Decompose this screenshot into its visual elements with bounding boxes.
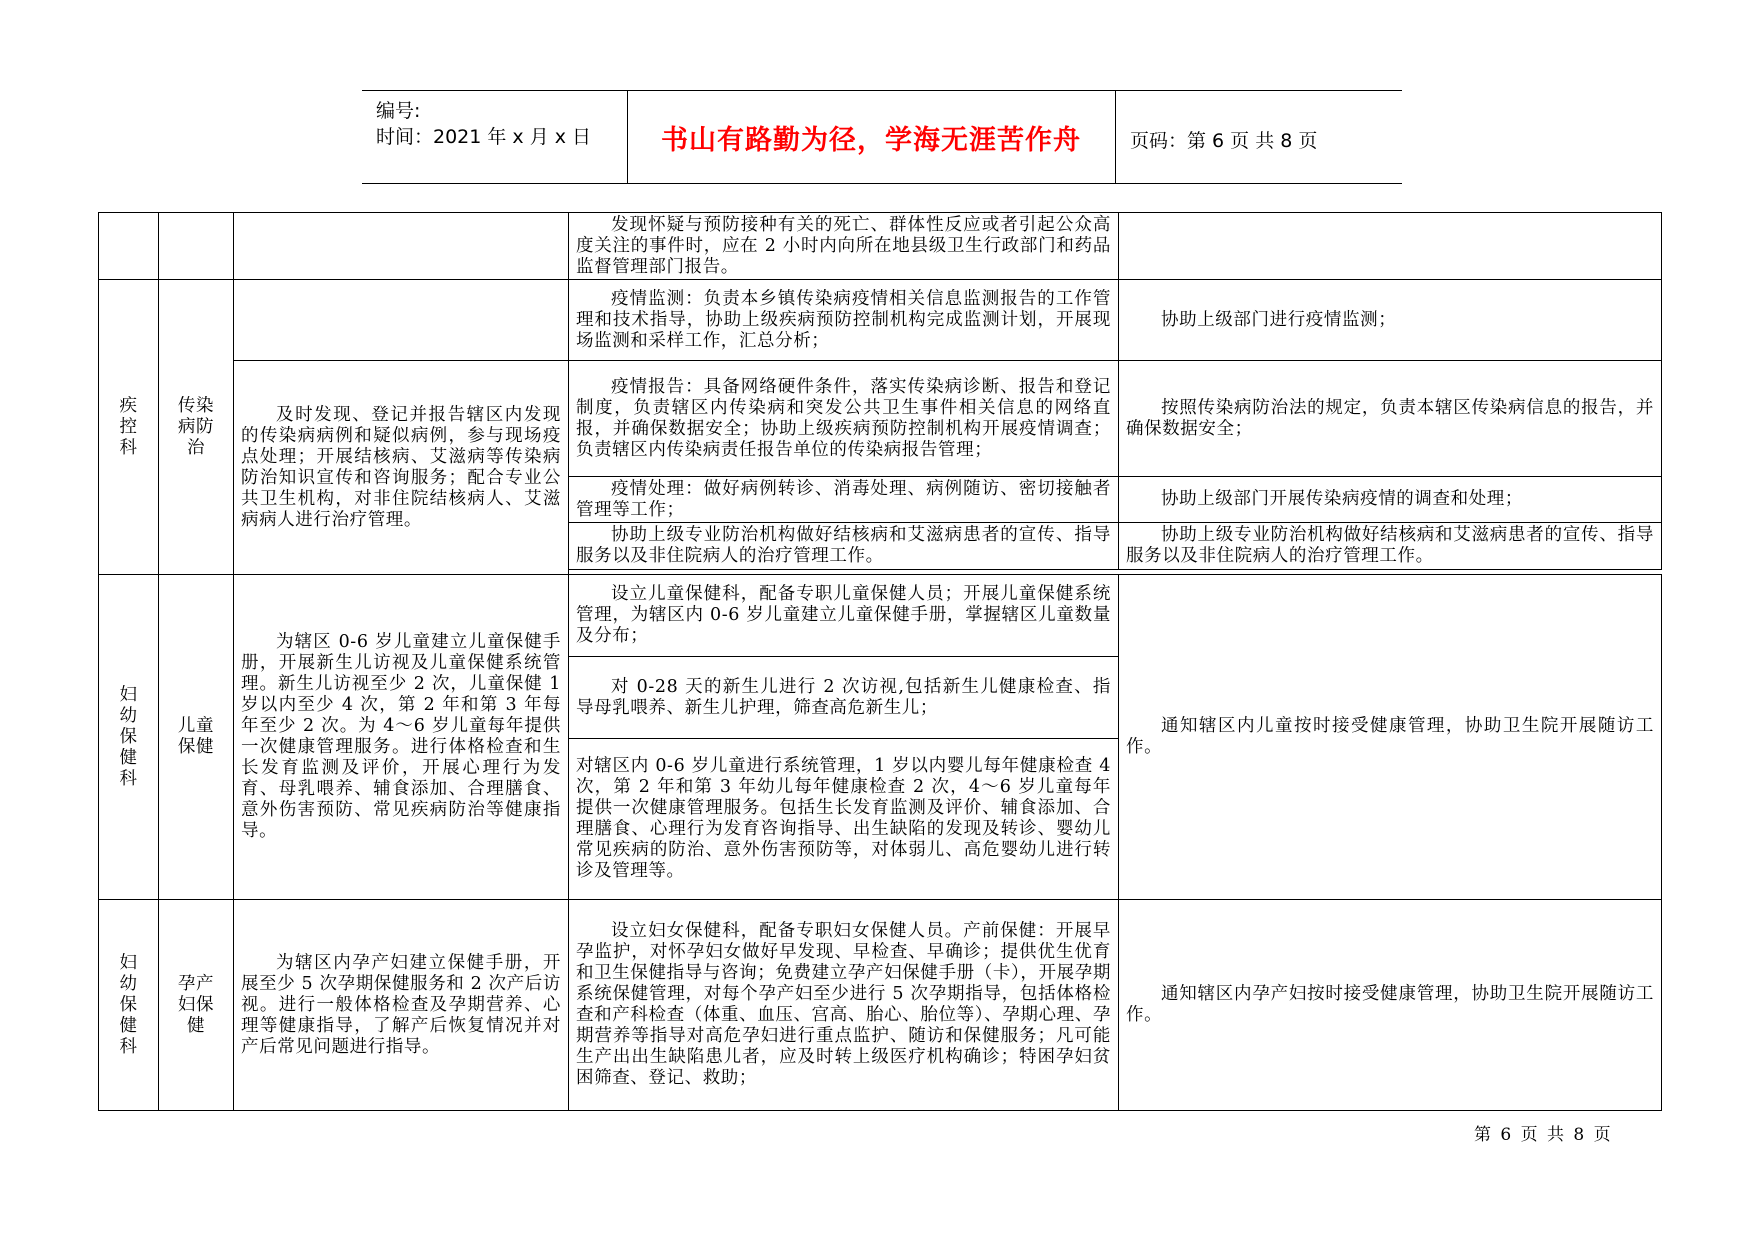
content-cell: 对 0-28 天的新生儿进行 2 次访视,包括新生儿健康检查、指导母乳喂养、新生儿护理，筛查高危新生儿； bbox=[569, 657, 1119, 739]
content-cell: 疫情报告：具备网络硬件条件，落实传染病诊断、报告和登记制度，负责辖区内传染病和突发公共卫生事件相关信息的网络直报，并确保数据安全；协助上级疾病预防控制机构开展疫情调查；负责辖区内传染病责任报告单位的传染病报告管理； bbox=[569, 361, 1119, 477]
center-duty-cell: 为辖区内孕产妇建立保健手册，开展至少 5 次孕期保健服务和 2 次产后访视。进行一般体格检查及孕期营养、心理等健康指导，了解产后恢复情况并对产后常见问题进行指导。 bbox=[234, 900, 569, 1111]
date-text: 时间：2021 年 x 月 x 日 bbox=[376, 126, 592, 148]
item-cell: 儿童 保健 bbox=[159, 575, 234, 900]
content-cell: 疫情监测：负责本乡镇传染病疫情相关信息监测报告的工作管理和技术指导，协助上级疾病预防控制机构完成监测计划，开展现场监测和采样工作，汇总分析； bbox=[569, 280, 1119, 361]
item-cell bbox=[159, 213, 234, 280]
table-row bbox=[99, 361, 1662, 477]
service-duty-table bbox=[98, 212, 1662, 1111]
item-cell: 孕产 妇保 健 bbox=[159, 900, 234, 1111]
village-duty-cell: 协助上级部门进行疫情监测； bbox=[1119, 280, 1662, 361]
content-cell: 设立儿童保健科，配备专职儿童保健人员；开展儿童保健系统管理，为辖区内 0-6 岁儿童建立儿童保健手册，掌握辖区儿童数量及分布； bbox=[569, 575, 1119, 657]
content-cell: 协助上级专业防治机构做好结核病和艾滋病患者的宣传、指导服务以及非住院病人的治疗管理工作。 bbox=[569, 523, 1119, 570]
village-duty-cell: 协助上级部门开展传染病疫情的调查和处理； bbox=[1119, 477, 1662, 523]
village-duty-cell: 协助上级专业防治机构做好结核病和艾滋病患者的宣传、指导服务以及非住院病人的治疗管理工作。 bbox=[1119, 523, 1662, 570]
center-duty-cell: 及时发现、登记并报告辖区内发现的传染病病例和疑似病例，参与现场疫点处理；开展结核病、艾滋病等传染病防治知识宣传和咨询服务；配合专业公共卫生机构，对非住院结核病人、艾滋病病人进行治疗管理。 bbox=[234, 361, 569, 575]
dept-cell: 妇 幼 保 健 科 bbox=[99, 900, 159, 1111]
motto-title: 书山有路勤为径，学海无涯苦作舟 bbox=[661, 125, 1081, 156]
content-cell: 发现怀疑与预防接种有关的死亡、群体性反应或者引起公众高度关注的事件时，应在 2 小时内向所在地县级卫生行政部门和药品监督管理部门报告。 bbox=[569, 213, 1119, 280]
table-row bbox=[99, 900, 1662, 1111]
content-cell: 对辖区内 0-6 岁儿童进行系统管理，1 岁以内婴儿每年健康检查 4 次，第 2 年和第 3 年幼儿每年健康检查 2 次，4～6 岁儿童每年提供一次健康管理服务。包括生长发育监测及评价、辅食添加、合理膳食、心理行为发育咨询指导、出生缺陷的发现及转诊、婴幼儿常见疾病的防治、意外伤害预防等，对体弱儿、高危婴幼儿进行转诊及管理等。 bbox=[569, 739, 1119, 900]
village-duty-cell: 按照传染病防治法的规定，负责本辖区传染病信息的报告，并确保数据安全； bbox=[1119, 361, 1662, 477]
village-duty-cell: 通知辖区内儿童按时接受健康管理，协助卫生院开展随访工作。 bbox=[1119, 575, 1662, 900]
header-bottom-line bbox=[362, 183, 1402, 184]
item-cell: 传染 病防 治 bbox=[159, 280, 234, 575]
center-duty-cell: 为辖区 0-6 岁儿童建立儿童保健手册，开展新生儿访视及儿童保健系统管理。新生儿访视至少 2 次，儿童保健 1 岁以内至少 4 次，第 2 年和第 3 年每年至少 2 次。为 4～6 岁儿童每年提供一次健康管理服务。进行体格检查和生长发育监测及评价，开展心理行为发育、母乳喂养、辅食添加、合理膳食、意外伤害预防、常见疾病防治等健康指导。 bbox=[234, 575, 569, 900]
village-duty-cell bbox=[1119, 213, 1662, 280]
center-duty-cell bbox=[234, 213, 569, 280]
dept-cell: 妇 幼 保 健 科 bbox=[99, 575, 159, 900]
page-indicator: 页码：第 6 页 共 8 页 bbox=[1130, 130, 1318, 152]
content-cell: 设立妇女保健科，配备专职妇女保健人员。产前保健：开展早孕监护，对怀孕妇女做好早发现、早检查、早确诊；提供优生优育和卫生保健指导与咨询；免费建立孕产妇保健手册（卡），开展孕期系统保健管理，对每个孕产妇至少进行 5 次孕期指导，包括体格检查和产科检查（体重、血压、宫高、胎心、胎位等）、孕期心理、孕期营养等指导对高危孕妇进行重点监护、随访和保健服务；凡可能生产出出生缺陷患儿者，应及时转上级医疗机构确诊；特困孕妇贫困筛查、登记、救助； bbox=[569, 900, 1119, 1111]
dept-cell bbox=[99, 213, 159, 280]
header-top-line bbox=[362, 90, 1402, 91]
table-row bbox=[99, 213, 1662, 280]
footer-page-number: 第 6 页 共 8 页 bbox=[1474, 1125, 1613, 1145]
dept-cell: 疾 控 科 bbox=[99, 280, 159, 575]
content-cell: 疫情处理：做好病例转诊、消毒处理、病例随访、密切接触者管理等工作； bbox=[569, 477, 1119, 523]
village-duty-cell: 通知辖区内孕产妇按时接受健康管理，协助卫生院开展随访工作。 bbox=[1119, 900, 1662, 1111]
serial-label: 编号: bbox=[376, 100, 421, 122]
table-row bbox=[99, 575, 1662, 657]
table-row bbox=[99, 280, 1662, 361]
center-duty-cell bbox=[234, 280, 569, 361]
header-divider-right bbox=[1115, 90, 1116, 183]
